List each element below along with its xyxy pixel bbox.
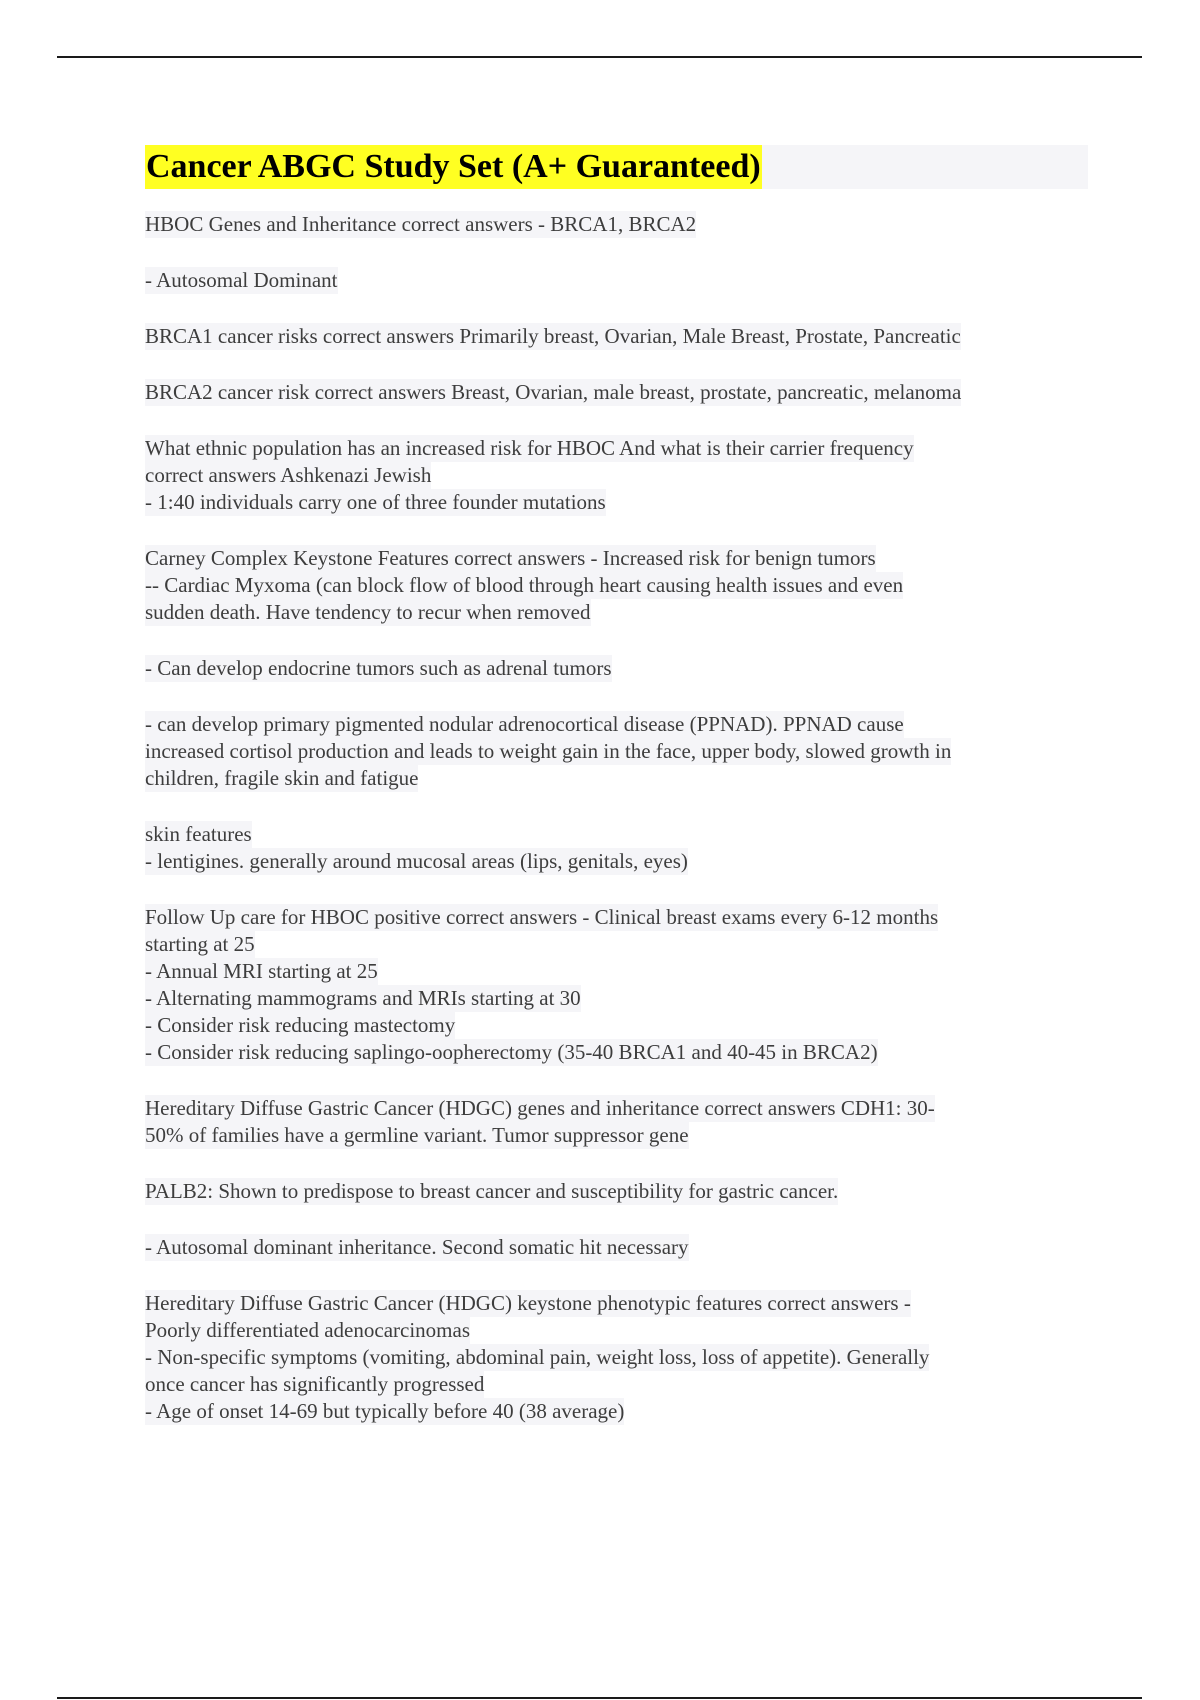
text-line: increased cortisol production and leads to weight gain in the face, upper body, slowed growth in <box>145 739 952 763</box>
qa-paragraph <box>145 655 1090 682</box>
text-line: PALB2: Shown to predispose to breast cancer and susceptibility for gastric cancer. <box>145 1179 839 1203</box>
qa-paragraph <box>145 545 1090 626</box>
text-line: - 1:40 individuals carry one of three founder mutations <box>145 490 606 514</box>
text-line: - Autosomal Dominant <box>145 268 338 292</box>
text-line: - Consider risk reducing saplingo-oopherectomy (35-40 BRCA1 and 40-45 in BRCA2) <box>145 1040 878 1064</box>
document-title: Cancer ABGC Study Set (A+ Guaranteed) <box>145 145 762 189</box>
text-line: - Consider risk reducing mastectomy <box>145 1013 456 1037</box>
text-line: Hereditary Diffuse Gastric Cancer (HDGC) genes and inheritance correct answers CDH1: 30- <box>145 1096 935 1120</box>
text-line: What ethnic population has an increased risk for HBOC And what is their carrier frequency <box>145 436 914 460</box>
text-line: - Age of onset 14-69 but typically before 40 (38 average) <box>145 1399 625 1423</box>
qa-paragraph <box>145 821 1090 875</box>
text-line: HBOC Genes and Inheritance correct answers - BRCA1, BRCA2 <box>145 212 697 236</box>
text-line: BRCA1 cancer risks correct answers Primarily breast, Ovarian, Male Breast, Prostate, Pancreatic <box>145 324 961 348</box>
qa-paragraph <box>145 211 1090 238</box>
text-line: once cancer has significantly progressed <box>145 1372 485 1396</box>
text-line: - lentigines. generally around mucosal areas (lips, genitals, eyes) <box>145 849 688 873</box>
qa-paragraph <box>145 1290 1090 1425</box>
text-line: skin features <box>145 822 252 846</box>
title-band <box>145 145 1088 189</box>
bottom-rule <box>57 1697 1142 1699</box>
text-line: Follow Up care for HBOC positive correct answers - Clinical breast exams every 6-12 months <box>145 905 939 929</box>
text-line: - Non-specific symptoms (vomiting, abdominal pain, weight loss, loss of appetite). Generally <box>145 1345 930 1369</box>
qa-paragraph <box>145 1095 1090 1149</box>
qa-paragraph <box>145 904 1090 1066</box>
text-line: Poorly differentiated adenocarcinomas <box>145 1318 470 1342</box>
text-line: correct answers Ashkenazi Jewish <box>145 463 432 487</box>
qa-paragraph <box>145 711 1090 792</box>
qa-paragraph <box>145 1234 1090 1261</box>
text-line: - can develop primary pigmented nodular adrenocortical disease (PPNAD). PPNAD cause <box>145 712 904 736</box>
paragraph-list <box>145 211 1090 1425</box>
qa-paragraph <box>145 379 1090 406</box>
text-line: Carney Complex Keystone Features correct answers - Increased risk for benign tumors <box>145 546 876 570</box>
qa-paragraph <box>145 323 1090 350</box>
text-line: 50% of families have a germline variant. Tumor suppressor gene <box>145 1123 689 1147</box>
text-line: -- Cardiac Myxoma (can block flow of blood through heart causing health issues and even <box>145 573 904 597</box>
document-body <box>145 145 1090 1454</box>
text-line: BRCA2 cancer risk correct answers Breast, Ovarian, male breast, prostate, pancreatic, melanoma <box>145 380 962 404</box>
text-line: Hereditary Diffuse Gastric Cancer (HDGC) keystone phenotypic features correct answers - <box>145 1291 911 1315</box>
text-line: - Alternating mammograms and MRIs starting at 30 <box>145 986 581 1010</box>
text-line: starting at 25 <box>145 932 255 956</box>
qa-paragraph <box>145 267 1090 294</box>
top-rule <box>57 56 1142 58</box>
text-line: - Autosomal dominant inheritance. Second somatic hit necessary <box>145 1235 689 1259</box>
qa-paragraph <box>145 1178 1090 1205</box>
text-line: - Can develop endocrine tumors such as adrenal tumors <box>145 656 612 680</box>
qa-paragraph <box>145 435 1090 516</box>
text-line: children, fragile skin and fatigue <box>145 766 419 790</box>
text-line: - Annual MRI starting at 25 <box>145 959 378 983</box>
text-line: sudden death. Have tendency to recur when removed <box>145 600 591 624</box>
